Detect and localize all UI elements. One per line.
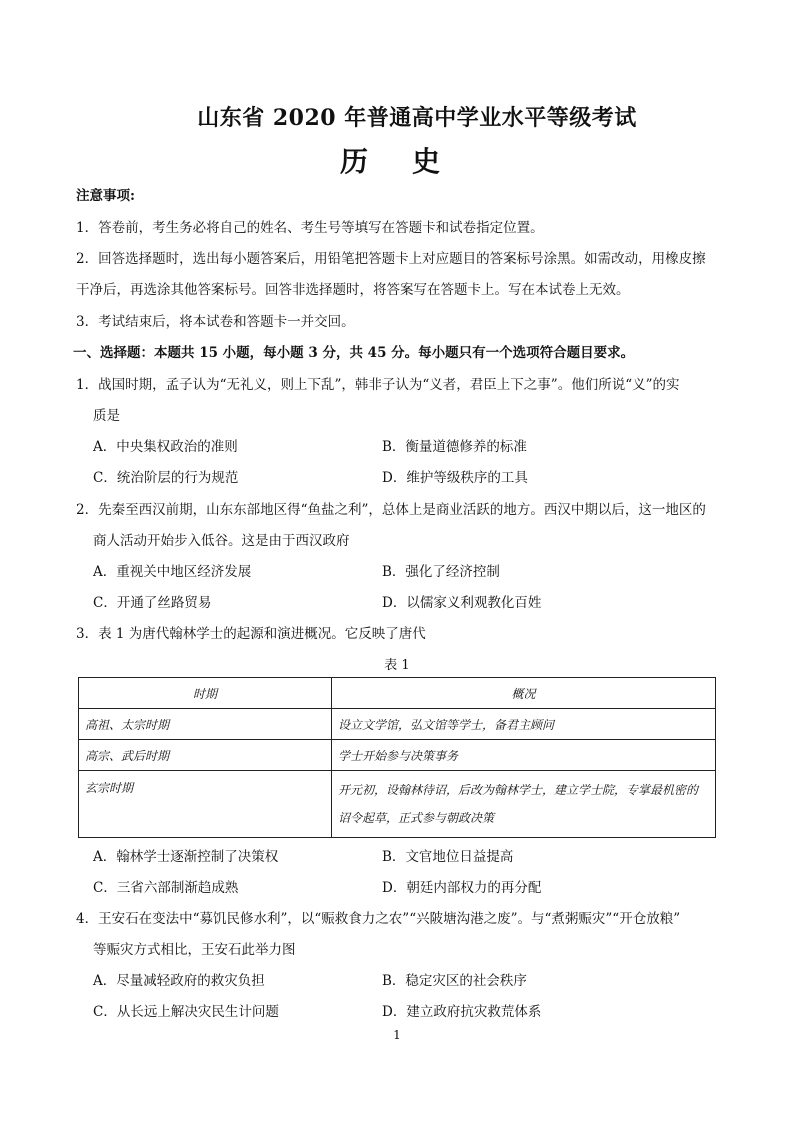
q4-option-d: D．建立政府抗灾救荒体系 xyxy=(382,1004,542,1020)
table-cell-overview: 设立文学馆，弘文馆等学士，备君主顾问 xyxy=(332,709,716,740)
table-header-period: 时期 xyxy=(79,678,332,709)
page-number: 1 xyxy=(393,1028,401,1042)
q2-option-a: A．重视关中地区经济发展 xyxy=(93,564,252,580)
notice-heading: 注意事项: xyxy=(76,188,135,204)
history-table xyxy=(78,677,716,838)
q3-option-c: C．三省六部制渐趋成熟 xyxy=(93,880,239,896)
q4-option-a: A．尽量减轻政府的救灾负担 xyxy=(93,973,265,989)
exam-title: 山东省 2020 年普通高中学业水平等级考试 xyxy=(197,105,637,131)
subject-title xyxy=(0,140,794,180)
table-cell-period: 高宗、武后时期 xyxy=(79,740,332,771)
q3-option-b: B．文官地位日益提高 xyxy=(382,849,514,865)
question-4-stem: 4．王安石在变法中“募饥民修水利”，以“赈救食力之农”“兴陂塘沟港之废”。与“煮粥赈灾”“开仓放粮” xyxy=(76,911,681,927)
table-header-row xyxy=(79,678,716,709)
q2-option-c: C．开通了丝路贸易 xyxy=(93,595,212,611)
q4-option-b: B．稳定灾区的社会秩序 xyxy=(382,973,527,989)
notice-item-2: 2．回答选择题时，选出每小题答案后，用铅笔把答题卡上对应题目的答案标号涂黑。如需改动，用橡皮擦 xyxy=(76,251,706,267)
q3-option-a: A．翰林学士逐渐控制了决策权 xyxy=(93,849,279,865)
question-2-stem: 2．先秦至西汉前期，山东东部地区得“鱼盐之利”，总体上是商业活跃的地方。西汉中期以后，这一地区的 xyxy=(76,502,706,518)
subject-char-1: 历 xyxy=(339,145,368,178)
question-4-stem-cont: 等赈灾方式相比，王安石此举力图 xyxy=(93,942,296,958)
table-cell-period: 玄宗时期 xyxy=(79,771,332,838)
notice-item-3: 3．考试结束后，将本试卷和答题卡一并交回。 xyxy=(76,314,355,330)
question-3-stem: 3．表 1 为唐代翰林学士的起源和演进概况。它反映了唐代 xyxy=(76,626,426,642)
q1-option-d: D．维护等级秩序的工具 xyxy=(382,470,528,486)
table-cell-overview: 学士开始参与决策事务 xyxy=(332,740,716,771)
notice-item-1: 1．答卷前，考生务必将自己的姓名、考生号等填写在答题卡和试卷指定位置。 xyxy=(76,220,544,236)
q3-option-d: D．朝廷内部权力的再分配 xyxy=(382,880,542,896)
section-heading: 一、选择题：本题共 15 小题，每小题 3 分，共 45 分。每小题只有一个选项符合题目要求。 xyxy=(73,345,635,361)
question-1-stem-cont: 质是 xyxy=(93,408,120,424)
table-cell-overview: 开元初，设翰林待诏，后改为翰林学士，建立学士院，专掌最机密的诏令起草，正式参与朝政决策 xyxy=(332,771,716,838)
table-row xyxy=(79,709,716,740)
q1-option-c: C．统治阶层的行为规范 xyxy=(93,470,239,486)
q4-option-c: C．从长远上解决灾民生计问题 xyxy=(93,1004,279,1020)
table-row xyxy=(79,740,716,771)
notice-item-2-cont: 干净后，再选涂其他答案标号。回答非选择题时，将答案写在答题卡上。写在本试卷上无效。 xyxy=(76,282,630,298)
q2-option-d: D．以儒家义利观教化百姓 xyxy=(382,595,542,611)
table-header-overview: 概况 xyxy=(332,678,716,709)
q1-option-a: A．中央集权政治的准则 xyxy=(93,439,238,455)
table-cell-period: 高祖、太宗时期 xyxy=(79,709,332,740)
subject-char-2: 史 xyxy=(412,145,441,178)
question-2-stem-cont: 商人活动开始步入低谷。这是由于西汉政府 xyxy=(93,533,350,549)
q1-option-b: B．衡量道德修养的标准 xyxy=(382,439,527,455)
question-1-stem: 1．战国时期，孟子认为“无礼义，则上下乱”，韩非子认为“义者，君臣上下之事”。他们所说“义”的实 xyxy=(76,377,680,393)
table-caption: 表 1 xyxy=(384,658,410,673)
table-row xyxy=(79,771,716,838)
q2-option-b: B．强化了经济控制 xyxy=(382,564,500,580)
